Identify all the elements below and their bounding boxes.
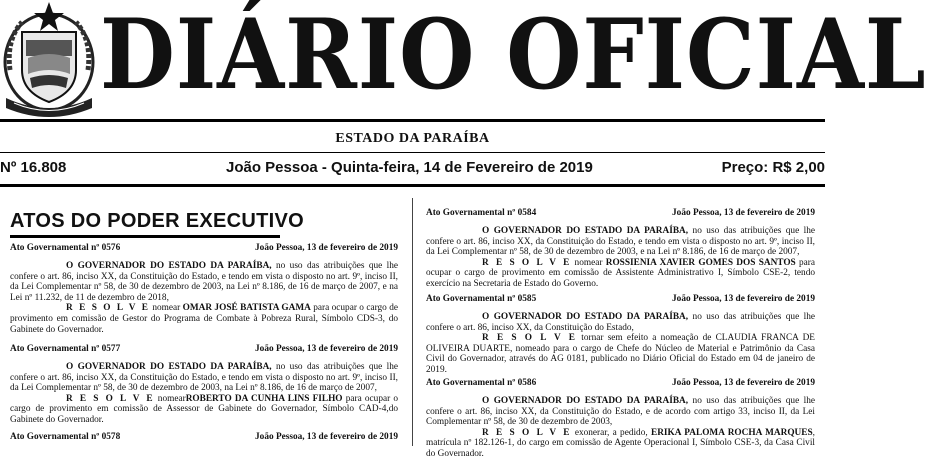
act-text	[426, 396, 815, 460]
act-number: Ato Governamental nº 0577	[10, 344, 121, 354]
act-text	[10, 362, 398, 426]
act-action: exonerar, a pedido,	[571, 427, 651, 438]
act-resolve: R E S O L V E	[482, 333, 578, 344]
act-lead: O GOVERNADOR DO ESTADO DA PARAÍBA,	[482, 226, 689, 236]
section-title-underline	[10, 235, 280, 238]
column-divider	[412, 198, 413, 446]
section-title: ATOS DO PODER EXECUTIVO	[10, 210, 304, 232]
act-action: nomear	[571, 257, 606, 268]
act-number: Ato Governamental nº 0576	[10, 243, 121, 253]
act-header	[10, 243, 398, 255]
state-name: ESTADO DA PARAÍBA	[335, 131, 490, 146]
act-0586	[426, 378, 815, 460]
act-text	[426, 226, 815, 290]
act-number: Ato Governamental nº 0586	[426, 378, 537, 388]
edition-number: Nº 16.808	[0, 159, 67, 176]
act-date: João Pessoa, 13 de fevereiro de 2019	[672, 294, 815, 304]
act-resolve: R E S O L V E	[66, 303, 150, 314]
edition-info-bar	[0, 159, 825, 181]
act-intro: no uso das atribuições que lhe confere o art. 86, inciso XX, da Constituição do Estado, e tendo em vista o disposto no art. 9º, inciso II, da Lei Complementar nº 58, de 30 de dezembro de 2003, na Lei nº 8.186, de 16 de março de 2007,	[10, 362, 399, 394]
act-number: Ato Governamental nº 0578	[10, 432, 121, 442]
act-action: tornar sem efeito a nomeação de CLAUDIA FRANCA DE OLIVEIRA DUARTE, nomeado para o cargo de Chefe do Núcleo de Material e Patrimônio da Casa Civil do Governador, através do AG 0181, publicado no Diário Oficial do Estado em 04 de janeiro de 2019.	[426, 333, 815, 375]
header-rule-top	[0, 119, 825, 122]
act-lead: O GOVERNADOR DO ESTADO DA PARAÍBA,	[66, 261, 272, 271]
act-person: ROSSIENIA XAVIER GOMES DOS SANTOS	[605, 257, 796, 268]
act-header	[10, 432, 398, 444]
issue-price: Preço: R$ 2,00	[721, 159, 825, 176]
act-number: Ato Governamental nº 0584	[426, 208, 537, 218]
act-intro: no uso das atribuições que lhe confere o art. 86, inciso XX, da Constituição do Estado, e tendo em vista o disposto no art. 9º, inciso II, da Lei Complementar nº 58, de 30 de dezembro de 2003, na Lei nº 8.186, de 16 de março de 2007, e na Lei nº 11.232, de 11 de dezembro de 2018,	[10, 261, 399, 303]
act-date: João Pessoa, 13 de fevereiro de 2019	[255, 344, 398, 354]
act-lead: O GOVERNADOR DO ESTADO DA PARAÍBA,	[482, 396, 689, 406]
act-intro: no uso das atribuições que lhe confere o art. 86, inciso XX, da Constituição do Estado,	[426, 312, 816, 333]
act-rest: para ocupar o cargo de provimento em comissão de Assistente Administrativo I, Símbolo CSE-2, tendo exercício na Secretaria de Estado do Governo.	[426, 257, 816, 289]
act-text	[426, 312, 815, 376]
header-rule-bottom	[0, 184, 825, 187]
act-date: João Pessoa, 13 de fevereiro de 2019	[672, 378, 815, 388]
act-resolve: R E S O L V E	[66, 393, 155, 404]
act-number: Ato Governamental nº 0585	[426, 294, 537, 304]
act-person: OMAR JOSÉ BATISTA GAMA	[182, 303, 311, 314]
act-intro: no uso das atribuições que lhe confere o art. 86, inciso XX, da Constituição do Estado, e tendo em vista o disposto no art. 9º, inciso II, da Lei Complementar nº 58, de 30 de dezembro de 2003, e na Lei nº 8.186, de 16 de março de 2007,	[426, 226, 816, 258]
act-date: João Pessoa, 13 de fevereiro de 2019	[255, 243, 398, 253]
act-resolve: R E S O L V E	[482, 257, 572, 268]
act-resolve: R E S O L V E	[482, 427, 572, 438]
act-action: nomear	[149, 303, 183, 314]
header-rule-middle	[0, 152, 825, 153]
act-rest: , matrícula nº 182.126-1, do cargo em comissão de Agente Operacional I, Símbolo CSE-3, da Casa Civil do Governador.	[426, 427, 815, 459]
state-coat-of-arms-icon	[0, 0, 98, 116]
issue-date: João Pessoa - Quinta-feira, 14 de Fevereiro de 2019	[226, 159, 593, 176]
act-rest: para ocupar o cargo de provimento em comissão de Assessor de Gabinete do Governador, Símbolo CAD-4,do Gabinete do Governador.	[10, 393, 399, 425]
act-lead: O GOVERNADOR DO ESTADO DA PARAÍBA,	[66, 362, 272, 372]
act-0576	[10, 243, 398, 335]
act-0578	[10, 432, 398, 444]
act-0577	[10, 344, 398, 426]
act-lead: O GOVERNADOR DO ESTADO DA PARAÍBA,	[482, 312, 689, 322]
newspaper-title: DIÁRIO OFICIAL	[100, 0, 927, 111]
act-intro: no uso das atribuições que lhe confere o art. 86, inciso XX, da Constituição do Estado, e de acordo com artigo 33, inciso II, da Lei Complementar nº 58, de 30 de dezembro de 2003,	[426, 396, 816, 428]
act-header	[10, 344, 398, 356]
act-date: João Pessoa, 13 de fevereiro de 2019	[672, 208, 815, 218]
act-date: João Pessoa, 13 de fevereiro de 2019	[255, 432, 398, 442]
act-person: ERIKA PALOMA ROCHA MARQUES	[651, 427, 813, 438]
act-person: ROBERTO DA CUNHA LINS FILHO	[185, 393, 343, 404]
act-action: nomear	[154, 393, 186, 404]
act-header	[426, 294, 815, 306]
masthead	[0, 0, 927, 118]
act-0584	[426, 208, 815, 290]
act-text	[10, 261, 398, 335]
act-header	[426, 208, 815, 220]
act-rest: para ocupar o cargo de provimento em comissão de Gestor do Programa de Combate à Pobreza Rural, Símbolo CDS-3, do Gabinete do Governador.	[10, 303, 398, 335]
act-0585	[426, 294, 815, 376]
act-header	[426, 378, 815, 390]
